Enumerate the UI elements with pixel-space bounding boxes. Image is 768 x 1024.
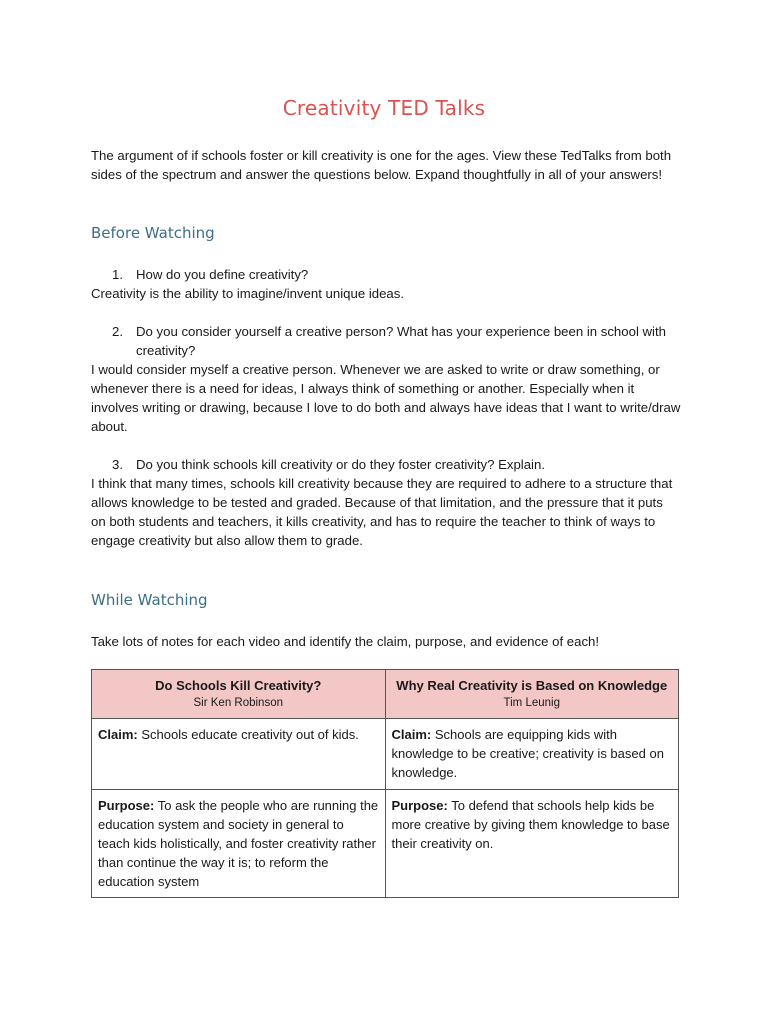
notes-table	[91, 669, 679, 898]
col2-title: Why Real Creativity is Based on Knowledge	[396, 678, 668, 693]
intro-paragraph: The argument of if schools foster or kill creativity is one for the ages. View these TedTalks from both sides of the spectrum and answer the questions below. Expand thoughtfully in all of your answers!	[91, 148, 672, 182]
purpose-text: To defend that schools help kids be more creative by giving them knowledge to base their creativity on.	[391, 798, 670, 851]
claim-text: Schools educate creativity out of kids.	[141, 727, 359, 742]
col2-speaker: Tim Leunig	[503, 697, 560, 709]
claim-label: Claim:	[98, 727, 138, 742]
col1-header	[92, 670, 386, 719]
answer-2: I would consider myself a creative person. Whenever we are asked to write or draw something, or whenever there is a need for ideas, I always think of something or another. Especially when it involves writing or drawing, because I love to do both and always have ideas that I want to write/draw about.	[91, 362, 681, 434]
purpose-cell-1	[92, 790, 386, 898]
question-text: How do you define creativity?	[136, 267, 309, 282]
question-number: 2.	[112, 324, 123, 339]
table-header-row	[92, 670, 679, 719]
question-number: 1.	[112, 267, 123, 282]
question-number: 3.	[112, 457, 123, 472]
claim-text: Schools are equipping kids with knowledge to be creative; creativity is based on knowledge.	[391, 727, 664, 780]
purpose-text: To ask the people who are running the education system and society in general to teach kids holistically, and foster creativity rather than continue the way it is; to reform the education system	[98, 798, 379, 889]
page-title: Creativity TED Talks	[282, 96, 486, 120]
question-text: Do you consider yourself a creative person? What has your experience been in school with creativity?	[136, 324, 666, 358]
purpose-label: Purpose:	[98, 798, 155, 813]
while-instruction: Take lots of notes for each video and identify the claim, purpose, and evidence of each!	[91, 634, 600, 649]
purpose-cell-2	[385, 790, 679, 898]
answer-1: Creativity is the ability to imagine/invent unique ideas.	[91, 286, 405, 301]
col1-speaker: Sir Ken Robinson	[193, 697, 283, 709]
claim-cell-2	[385, 719, 679, 790]
purpose-label: Purpose:	[391, 798, 448, 813]
table-row	[92, 719, 679, 790]
table-row	[92, 790, 679, 898]
while-watching-heading: While Watching	[91, 591, 208, 609]
col1-title: Do Schools Kill Creativity?	[155, 678, 322, 693]
col2-header	[385, 670, 679, 719]
question-text: Do you think schools kill creativity or do they foster creativity? Explain.	[136, 457, 545, 472]
claim-cell-1	[92, 719, 386, 790]
before-watching-heading: Before Watching	[91, 224, 215, 242]
claim-label: Claim:	[391, 727, 432, 742]
answer-3: I think that many times, schools kill creativity because they are required to adhere to a structure that allows knowledge to be tested and graded. Because of that limitation, and the pressure that it puts on both students and teachers, it kills creativity, and has to require the teacher to think of ways to engage creativity but also allow them to grade.	[91, 476, 673, 548]
